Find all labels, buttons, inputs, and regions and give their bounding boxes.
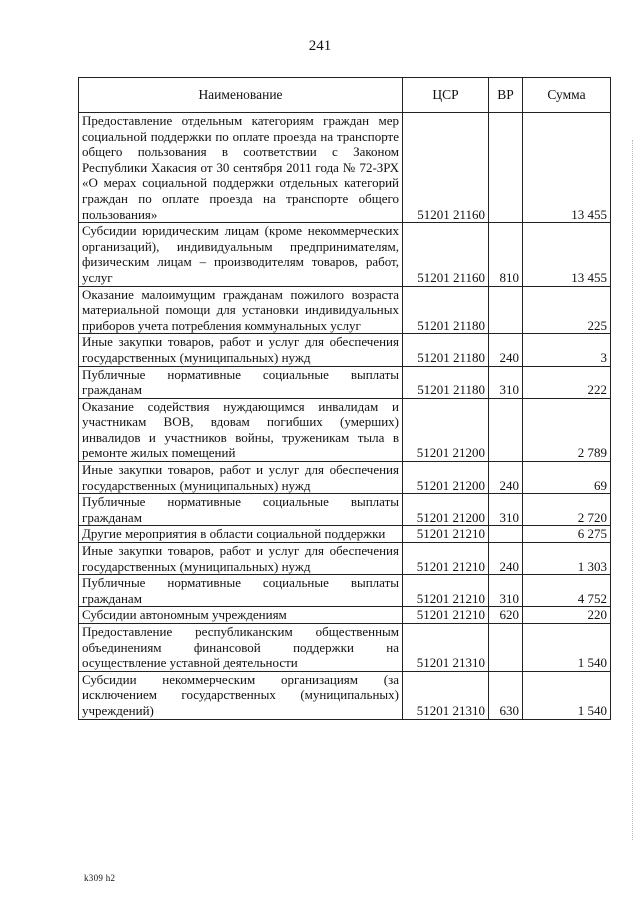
row-csr-cell: 51201 21210 — [403, 526, 489, 543]
row-vr-cell — [489, 624, 523, 672]
row-name-cell: Субсидии юридическим лицам (кроме некоммерческих организаций), индивидуальным предпринимателям, физическим лицам – производителям товаров, работ, услуг — [79, 223, 403, 286]
table-row — [79, 334, 611, 366]
row-sum-cell: 2 789 — [523, 398, 611, 461]
row-vr-cell: 240 — [489, 543, 523, 575]
table-row — [79, 366, 611, 398]
row-name-cell: Оказание малоимущим гражданам пожилого возраста материальной помощи для установки индивидуальных приборов учета потребления коммунальных услуг — [79, 286, 403, 334]
row-vr-cell: 240 — [489, 334, 523, 366]
row-vr-cell — [489, 286, 523, 334]
row-csr-cell: 51201 21200 — [403, 398, 489, 461]
row-name-cell: Оказание содействия нуждающимся инвалидам и участникам ВОВ, вдовам погибших (умерших) инвалидов и участников войны, труженикам тыла в ремонте жилых помещений — [79, 398, 403, 461]
row-csr-cell: 51201 21310 — [403, 671, 489, 719]
row-sum-cell: 13 455 — [523, 223, 611, 286]
row-csr-cell: 51201 21180 — [403, 366, 489, 398]
row-sum-cell: 13 455 — [523, 113, 611, 223]
row-sum-cell: 220 — [523, 607, 611, 624]
row-vr-cell: 620 — [489, 607, 523, 624]
header-csr: ЦСР — [403, 78, 489, 113]
table-row — [79, 543, 611, 575]
row-csr-cell: 51201 21210 — [403, 543, 489, 575]
row-name-cell: Предоставление отдельным категориям граждан мер социальной поддержки по оплате проезда на транспорте общего пользования в соответствии с Законом Республики Хакасия от 30 сентября 2011 года № 72-ЗРХ «О мерах социальной поддержки отдельных категорий граждан по оплате проезда на транспорте общего пользования» — [79, 113, 403, 223]
header-sum: Сумма — [523, 78, 611, 113]
table-row — [79, 462, 611, 494]
row-name-cell: Предоставление республиканским общественным объединениям финансовой поддержки на осуществление уставной деятельности — [79, 624, 403, 672]
row-csr-cell: 51201 21200 — [403, 494, 489, 526]
table-row — [79, 671, 611, 719]
header-name: Наименование — [79, 78, 403, 113]
row-name-cell: Иные закупки товаров, работ и услуг для обеспечения государственных (муниципальных) нужд — [79, 543, 403, 575]
table-row — [79, 624, 611, 672]
row-name-cell: Другие мероприятия в области социальной поддержки — [79, 526, 403, 543]
row-sum-cell: 69 — [523, 462, 611, 494]
row-sum-cell: 1 540 — [523, 624, 611, 672]
budget-table — [78, 77, 611, 720]
table-row — [79, 575, 611, 607]
row-name-cell: Иные закупки товаров, работ и услуг для обеспечения государственных (муниципальных) нужд — [79, 462, 403, 494]
row-name-cell: Субсидии некоммерческим организациям (за исключением государственных (муниципальных) учреждений) — [79, 671, 403, 719]
table-body — [79, 113, 611, 720]
page-number: 241 — [308, 38, 332, 54]
row-csr-cell: 51201 21160 — [403, 113, 489, 223]
row-sum-cell: 2 720 — [523, 494, 611, 526]
row-vr-cell: 630 — [489, 671, 523, 719]
row-vr-cell: 240 — [489, 462, 523, 494]
row-sum-cell: 225 — [523, 286, 611, 334]
row-name-cell: Субсидии автономным учреждениям — [79, 607, 403, 624]
row-vr-cell — [489, 526, 523, 543]
table-row — [79, 223, 611, 286]
table-row — [79, 494, 611, 526]
row-csr-cell: 51201 21160 — [403, 223, 489, 286]
row-name-cell: Публичные нормативные социальные выплаты гражданам — [79, 494, 403, 526]
row-name-cell: Публичные нормативные социальные выплаты гражданам — [79, 575, 403, 607]
row-csr-cell: 51201 21180 — [403, 334, 489, 366]
row-vr-cell — [489, 113, 523, 223]
row-vr-cell: 310 — [489, 494, 523, 526]
row-name-cell: Публичные нормативные социальные выплаты гражданам — [79, 366, 403, 398]
row-csr-cell: 51201 21210 — [403, 575, 489, 607]
row-sum-cell: 1 303 — [523, 543, 611, 575]
row-vr-cell — [489, 398, 523, 461]
row-csr-cell: 51201 21180 — [403, 286, 489, 334]
row-sum-cell: 1 540 — [523, 671, 611, 719]
row-sum-cell: 4 752 — [523, 575, 611, 607]
row-name-cell: Иные закупки товаров, работ и услуг для обеспечения государственных (муниципальных) нужд — [79, 334, 403, 366]
row-vr-cell: 810 — [489, 223, 523, 286]
table-header-row — [79, 78, 611, 113]
row-csr-cell: 51201 21310 — [403, 624, 489, 672]
row-vr-cell: 310 — [489, 366, 523, 398]
header-vr: ВР — [489, 78, 523, 113]
row-csr-cell: 51201 21200 — [403, 462, 489, 494]
row-vr-cell: 310 — [489, 575, 523, 607]
table-row — [79, 607, 611, 624]
margin-dots — [632, 140, 635, 840]
row-csr-cell: 51201 21210 — [403, 607, 489, 624]
table-row — [79, 286, 611, 334]
row-sum-cell: 3 — [523, 334, 611, 366]
row-sum-cell: 6 275 — [523, 526, 611, 543]
table-row — [79, 526, 611, 543]
table-row — [79, 113, 611, 223]
table-row — [79, 398, 611, 461]
footer-code: k309 h2 — [84, 873, 116, 883]
row-sum-cell: 222 — [523, 366, 611, 398]
